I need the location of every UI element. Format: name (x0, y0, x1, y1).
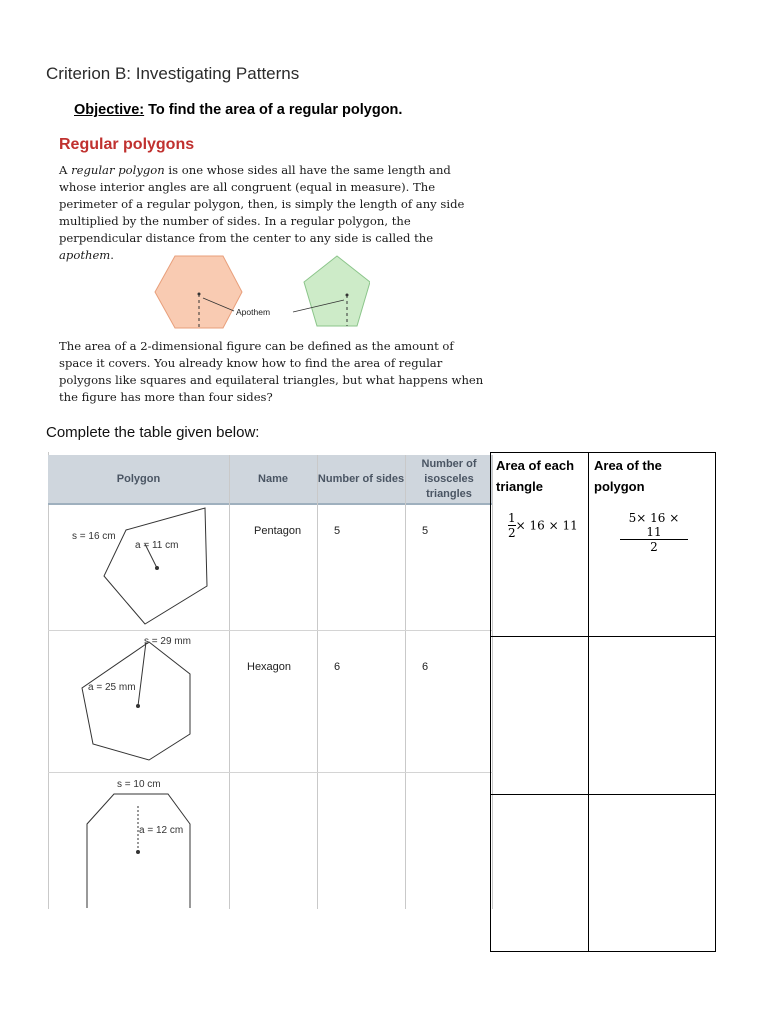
table-row-name: Hexagon (247, 661, 292, 673)
hexagon-diagram (80, 636, 228, 768)
pentagon-center (346, 294, 349, 297)
frac-denominator: 2 (508, 526, 516, 540)
poly-denominator: 2 (650, 540, 658, 554)
right-row-divider (491, 794, 715, 795)
octagon-side-label: s = 10 cm (117, 779, 161, 790)
table-row-triangles: 6 (422, 661, 429, 673)
right-row-divider (491, 636, 715, 637)
table-row-name: Pentagon (254, 525, 302, 537)
area-table-right (490, 452, 716, 952)
table-header-row (48, 455, 493, 505)
pentagon-diagram (60, 506, 228, 628)
term-regular-polygon: regular polygon (71, 163, 165, 177)
header-area-triangle: Area of each triangle (496, 458, 575, 494)
hexagon-side-label: s = 29 mm (144, 636, 191, 647)
para-text-a: A (59, 163, 72, 177)
objective-label: Objective: (74, 102, 145, 118)
col-divider (229, 455, 230, 909)
objective-line (74, 102, 402, 118)
polygon-fraction (620, 511, 688, 554)
para-text-c: . (110, 248, 114, 262)
pentagon-shape (304, 256, 370, 326)
area-paragraph: The area of a 2-dimensional figure can be defined as the amount of space it covers. You already know how to find the area of regular polygons like squares and equilateral triangles, but what happens when the figure has more than four sides? (59, 339, 484, 404)
area-triangle-formula (508, 511, 588, 540)
criterion-title: Criterion B: Investigating Patterns (46, 64, 300, 83)
table-row-sides: 6 (334, 661, 341, 673)
apothem-figure (150, 254, 370, 332)
table-row-sides: 5 (334, 525, 341, 537)
definition-paragraph (59, 162, 491, 264)
col-divider (317, 455, 318, 909)
triangle-product: × 16 × 11 (515, 518, 578, 533)
instruction-text: Complete the table given below: (46, 424, 260, 441)
col-divider (405, 455, 406, 909)
header-area-polygon: Area of the polygon (594, 458, 662, 494)
right-col-divider (588, 453, 589, 951)
hexagon-shape (155, 256, 242, 328)
frac-numerator: 1 (508, 511, 516, 525)
area-polygon-formula (619, 511, 689, 554)
objective-text: To find the area of a regular polygon. (144, 102, 403, 118)
apothem-label: Apothem (236, 307, 271, 317)
row-divider (48, 630, 493, 631)
poly-numerator: 5× 16 × 11 (628, 511, 680, 539)
para-text-b: is one whose sides all have the same length and whose interior angles are all congruent (equal in measure). The perimeter of a regular polygon, then, is simply the length of any side multiplied by the number of sides. In a regular polygon, the perpendicular distance from the center to any side is called the (59, 163, 465, 245)
hexagon-center (198, 293, 201, 296)
row-divider (48, 772, 493, 773)
header-name: Name (258, 472, 288, 485)
pentagon-side-label: s = 16 cm (72, 531, 116, 542)
header-polygon: Polygon (116, 472, 161, 485)
pentagon-apothem-label: a = 11 cm (135, 540, 179, 551)
table-row-triangles: 5 (422, 525, 429, 537)
octagon-apothem-label: a = 12 cm (139, 825, 184, 836)
octagon-diagram (84, 790, 194, 908)
hexagon-apothem-label: a = 25 mm (88, 682, 136, 693)
header-number-of-triangles: Number of isosceles triangles (421, 457, 477, 500)
header-number-of-sides: Number of sides (317, 472, 405, 485)
fraction-one-half (508, 511, 516, 540)
regular-polygons-heading: Regular polygons (59, 136, 195, 153)
term-apothem: apothem (59, 248, 111, 262)
